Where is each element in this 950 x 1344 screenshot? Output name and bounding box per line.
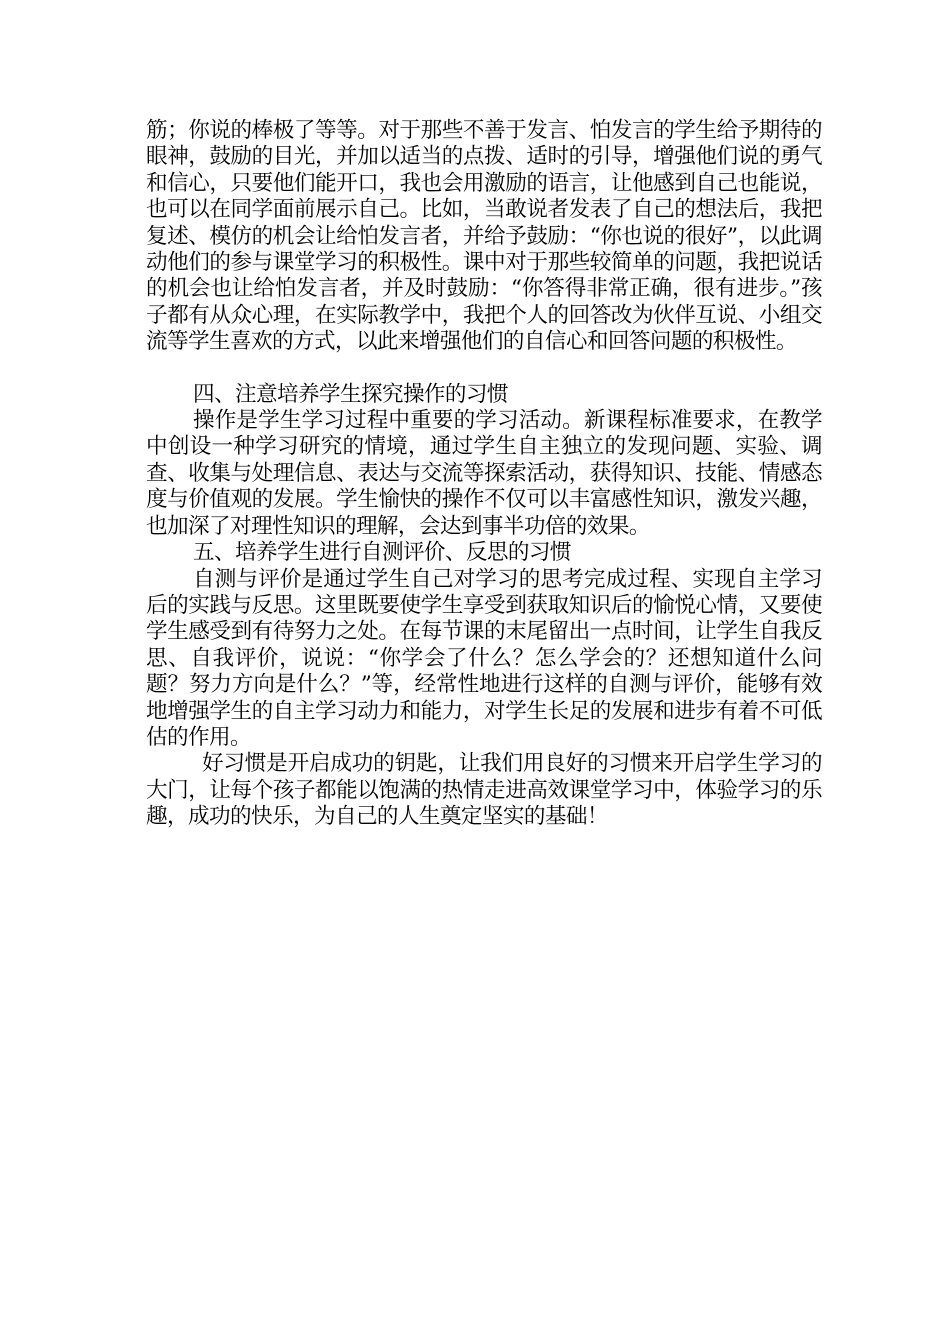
body-paragraph-section-4: 操作是学生学习过程中重要的学习活动。新课程标准要求，在教学中创设一种学习研究的情境，通过学生自主独立的发现问题、实验、调查、收集与处理信息、表达与交流等探索活动，获得知识、技能、情感态度与价值观的发展。学生愉快的操作不仅可以丰富感性知识，激发兴趣，也加深了对理性知识的理解，会达到事半功倍的效果。 [146, 408, 822, 539]
section-heading-5: 五、培养学生进行自测评价、反思的习惯 [193, 540, 571, 566]
document-page [146, 118, 822, 831]
section-heading-4: 四、注意培养学生探究操作的习惯 [193, 381, 508, 407]
body-paragraph-encouragement: 筋；你说的棒极了等等。对于那些不善于发言、怕发言的学生给予期待的眼神，鼓励的目光，并加以适当的点拨、适时的引导，增强他们说的勇气和信心，只要他们能开口，我也会用激励的语言，让他感到自己也能说，也可以在同学面前展示自己。比如，当敢说者发表了自己的想法后，我把复述、模仿的机会让给怕发言者，并给予鼓励：“你也说的很好”，以此调动他们的参与课堂学习的积极性。课中对于那些较简单的问题，我把说话的机会也让给怕发言者，并及时鼓励：“你答得非常正确，很有进步。”孩子都有从众心理，在实际教学中，我把个人的回答改为伙伴互说、小组交流等学生喜欢的方式，以此来增强他们的自信心和回答问题的积极性。 [146, 118, 822, 355]
body-paragraph-section-5: 自测与评价是通过学生自己对学习的思考完成过程、实现自主学习后的实践与反思。这里既要使学生享受到获取知识后的愉悦心情，又要使学生感受到有待努力之处。在每节课的末尾留出一点时间，让学生自我反思、自我评价，说说：“你学会了什么？怎么学会的？还想知道什么问题？努力方向是什么？”等，经常性地进行这样的自测与评价，能够有效地增强学生的自主学习动力和能力，对学生长足的发展和进步有着不可低估的作用。 [146, 566, 822, 750]
conclusion-paragraph: 好习惯是开启成功的钥匙，让我们用良好的习惯来开启学生学习的大门，让每个孩子都能以饱满的热情走进高效课堂学习中，体验学习的乐趣，成功的快乐，为自己的人生奠定坚实的基础！ [146, 751, 822, 830]
paragraph-gap [146, 356, 822, 382]
